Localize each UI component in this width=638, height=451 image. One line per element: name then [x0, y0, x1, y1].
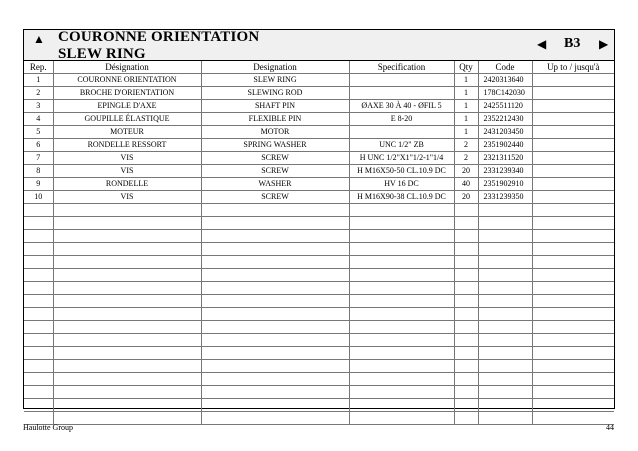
up-to-cell [532, 282, 614, 295]
designation-en-cell [201, 321, 349, 334]
code-cell: 2321311520 [478, 152, 532, 165]
designation-fr-cell: GOUPILLE ÉLASTIQUE [53, 113, 201, 126]
up-to-cell [532, 204, 614, 217]
designation-fr-cell: EPINGLE D'AXE [53, 100, 201, 113]
spec-cell [349, 256, 454, 269]
table-row [24, 74, 614, 87]
empty-table-row [24, 282, 614, 295]
rep-cell: 4 [24, 113, 53, 126]
empty-table-row [24, 256, 614, 269]
designation-en-cell [201, 373, 349, 386]
page-number: 44 [606, 423, 614, 432]
spec-cell [349, 360, 454, 373]
designation-en-cell [201, 399, 349, 412]
designation-en-cell: FLEXIBLE PIN [201, 113, 349, 126]
designation-en-cell [201, 217, 349, 230]
designation-fr-cell [53, 386, 201, 399]
empty-table-row [24, 308, 614, 321]
qty-cell [454, 386, 478, 399]
spec-cell [349, 347, 454, 360]
code-cell [478, 399, 532, 412]
code-cell [478, 269, 532, 282]
designation-en-cell [201, 256, 349, 269]
code-cell: 2431203450 [478, 126, 532, 139]
rep-cell [24, 230, 53, 243]
designation-fr-cell [53, 256, 201, 269]
qty-cell [454, 308, 478, 321]
empty-table-row [24, 399, 614, 412]
up-to-cell [532, 178, 614, 191]
qty-cell: 2 [454, 152, 478, 165]
qty-cell [454, 204, 478, 217]
designation-en-cell [201, 295, 349, 308]
designation-fr-cell [53, 412, 201, 425]
spec-cell [349, 386, 454, 399]
rep-cell: 8 [24, 165, 53, 178]
spec-cell [349, 230, 454, 243]
designation-fr-cell: VIS [53, 152, 201, 165]
rep-cell [24, 243, 53, 256]
qty-cell [454, 243, 478, 256]
rep-cell [24, 269, 53, 282]
designation-fr-cell [53, 334, 201, 347]
up-to-cell [532, 126, 614, 139]
table-row [24, 113, 614, 126]
designation-en-cell [201, 282, 349, 295]
code-cell [478, 347, 532, 360]
designation-fr-cell [53, 230, 201, 243]
designation-en-cell [201, 269, 349, 282]
up-to-cell [532, 165, 614, 178]
qty-cell [454, 412, 478, 425]
qty-cell [454, 399, 478, 412]
qty-cell: 2 [454, 139, 478, 152]
designation-fr-cell [53, 360, 201, 373]
qty-cell: 40 [454, 178, 478, 191]
up-to-cell [532, 386, 614, 399]
empty-table-row [24, 204, 614, 217]
spec-cell [349, 243, 454, 256]
designation-fr-cell: BROCHE D'ORIENTATION [53, 87, 201, 100]
designation-fr-cell [53, 308, 201, 321]
title-french: COURONNE ORIENTATION [58, 29, 260, 45]
code-cell [478, 230, 532, 243]
spec-cell [349, 74, 454, 87]
designation-en-cell [201, 347, 349, 360]
designation-fr-cell [53, 243, 201, 256]
code-cell: 178C142030 [478, 87, 532, 100]
designation-fr-cell [53, 269, 201, 282]
spec-cell [349, 321, 454, 334]
col-designation-en: Designation [201, 61, 349, 74]
designation-en-cell: SCREW [201, 152, 349, 165]
section-code: B3 [564, 36, 581, 51]
empty-table-row [24, 321, 614, 334]
code-cell [478, 217, 532, 230]
code-cell [478, 360, 532, 373]
qty-cell [454, 256, 478, 269]
designation-fr-cell: COURONNE ORIENTATION [53, 74, 201, 87]
designation-en-cell [201, 204, 349, 217]
rep-cell [24, 373, 53, 386]
empty-table-row [24, 230, 614, 243]
code-cell [478, 412, 532, 425]
spec-cell [349, 269, 454, 282]
up-to-cell [532, 230, 614, 243]
up-to-cell [532, 100, 614, 113]
qty-cell: 1 [454, 100, 478, 113]
rep-cell [24, 204, 53, 217]
designation-fr-cell: VIS [53, 191, 201, 204]
empty-table-row [24, 243, 614, 256]
parts-table [24, 61, 614, 425]
table-row [24, 191, 614, 204]
code-cell [478, 282, 532, 295]
designation-en-cell: WASHER [201, 178, 349, 191]
qty-cell [454, 360, 478, 373]
table-header-row [24, 61, 614, 74]
spec-cell: ØAXE 30 À 40 - ØFIL 5 [349, 100, 454, 113]
up-to-cell [532, 334, 614, 347]
up-arrow-icon[interactable]: ▲ [33, 32, 45, 46]
designation-en-cell [201, 308, 349, 321]
rep-cell [24, 282, 53, 295]
designation-en-cell: SCREW [201, 165, 349, 178]
qty-cell: 1 [454, 113, 478, 126]
rep-cell [24, 295, 53, 308]
up-to-cell [532, 113, 614, 126]
designation-fr-cell: VIS [53, 165, 201, 178]
rep-cell: 9 [24, 178, 53, 191]
spec-cell: UNC 1/2" ZB [349, 139, 454, 152]
qty-cell: 1 [454, 87, 478, 100]
code-cell: 2351902440 [478, 139, 532, 152]
designation-en-cell [201, 243, 349, 256]
qty-cell: 20 [454, 191, 478, 204]
spec-cell [349, 295, 454, 308]
spec-cell: H UNC 1/2"X1"1/2-1"1/4 [349, 152, 454, 165]
rep-cell [24, 347, 53, 360]
qty-cell [454, 321, 478, 334]
designation-fr-cell: RONDELLE [53, 178, 201, 191]
table-row [24, 165, 614, 178]
designation-fr-cell [53, 295, 201, 308]
header-bar [24, 30, 614, 61]
up-to-cell [532, 360, 614, 373]
code-cell: 2331239340 [478, 165, 532, 178]
empty-table-row [24, 412, 614, 425]
code-cell: 2331239350 [478, 191, 532, 204]
rep-cell: 6 [24, 139, 53, 152]
code-cell [478, 256, 532, 269]
previous-arrow-icon[interactable]: ◀ [537, 37, 547, 51]
spec-cell [349, 217, 454, 230]
rep-cell: 1 [24, 74, 53, 87]
designation-fr-cell [53, 399, 201, 412]
qty-cell [454, 217, 478, 230]
title-english: SLEW RING [58, 46, 146, 62]
footer-company: Haulotte Group [23, 423, 73, 432]
spec-cell [349, 282, 454, 295]
designation-en-cell: SCREW [201, 191, 349, 204]
designation-en-cell: SHAFT PIN [201, 100, 349, 113]
col-designation-fr: Désignation [53, 61, 201, 74]
qty-cell [454, 230, 478, 243]
table-row [24, 152, 614, 165]
rep-cell [24, 386, 53, 399]
qty-cell: 20 [454, 165, 478, 178]
empty-table-row [24, 295, 614, 308]
table-row [24, 100, 614, 113]
spec-cell: HV 16 DC [349, 178, 454, 191]
designation-fr-cell [53, 282, 201, 295]
up-to-cell [532, 152, 614, 165]
spec-cell: H M16X90-38 CL.10.9 DC [349, 191, 454, 204]
code-cell [478, 334, 532, 347]
parts-sheet [23, 29, 615, 409]
up-to-cell [532, 321, 614, 334]
up-to-cell [532, 399, 614, 412]
qty-cell: 1 [454, 74, 478, 87]
designation-fr-cell [53, 373, 201, 386]
qty-cell [454, 334, 478, 347]
qty-cell [454, 295, 478, 308]
up-to-cell [532, 139, 614, 152]
designation-fr-cell [53, 347, 201, 360]
col-specification: Specification [349, 61, 454, 74]
rep-cell [24, 308, 53, 321]
qty-cell [454, 373, 478, 386]
col-up-to: Up to / jusqu'à [532, 61, 614, 74]
rep-cell: 7 [24, 152, 53, 165]
rep-cell [24, 256, 53, 269]
col-rep: Rep. [24, 61, 53, 74]
table-row [24, 178, 614, 191]
up-to-cell [532, 269, 614, 282]
code-cell [478, 243, 532, 256]
rep-cell: 3 [24, 100, 53, 113]
rep-cell [24, 399, 53, 412]
designation-fr-cell [53, 321, 201, 334]
designation-en-cell: MOTOR [201, 126, 349, 139]
up-to-cell [532, 295, 614, 308]
empty-table-row [24, 347, 614, 360]
designation-en-cell [201, 386, 349, 399]
code-cell: 2425511120 [478, 100, 532, 113]
empty-table-row [24, 217, 614, 230]
up-to-cell [532, 347, 614, 360]
code-cell [478, 321, 532, 334]
qty-cell: 1 [454, 126, 478, 139]
empty-table-row [24, 386, 614, 399]
up-to-cell [532, 87, 614, 100]
rep-cell [24, 321, 53, 334]
designation-fr-cell [53, 217, 201, 230]
up-to-cell [532, 191, 614, 204]
col-qty: Qty [454, 61, 478, 74]
designation-fr-cell [53, 204, 201, 217]
empty-table-row [24, 269, 614, 282]
code-cell: 2351902910 [478, 178, 532, 191]
spec-cell [349, 373, 454, 386]
spec-cell [349, 126, 454, 139]
qty-cell [454, 282, 478, 295]
code-cell [478, 386, 532, 399]
designation-fr-cell: MOTEUR [53, 126, 201, 139]
empty-table-row [24, 373, 614, 386]
up-to-cell [532, 217, 614, 230]
designation-en-cell: SPRING WASHER [201, 139, 349, 152]
designation-en-cell: SLEWING ROD [201, 87, 349, 100]
code-cell [478, 295, 532, 308]
empty-table-row [24, 334, 614, 347]
designation-fr-cell: RONDELLE RESSORT [53, 139, 201, 152]
designation-en-cell [201, 412, 349, 425]
spec-cell [349, 308, 454, 321]
table-row [24, 87, 614, 100]
empty-table-row [24, 360, 614, 373]
code-cell [478, 204, 532, 217]
table-body [24, 74, 614, 425]
designation-en-cell [201, 230, 349, 243]
up-to-cell [532, 74, 614, 87]
up-to-cell [532, 243, 614, 256]
rep-cell: 10 [24, 191, 53, 204]
designation-en-cell [201, 334, 349, 347]
code-cell: 2352212430 [478, 113, 532, 126]
spec-cell [349, 87, 454, 100]
code-cell: 2420313640 [478, 74, 532, 87]
qty-cell [454, 269, 478, 282]
code-cell [478, 373, 532, 386]
spec-cell: E 8-20 [349, 113, 454, 126]
up-to-cell [532, 256, 614, 269]
table-row [24, 139, 614, 152]
rep-cell: 2 [24, 87, 53, 100]
code-cell [478, 308, 532, 321]
table-row [24, 126, 614, 139]
up-to-cell [532, 373, 614, 386]
spec-cell: H M16X50-50 CL.10.9 DC [349, 165, 454, 178]
qty-cell [454, 347, 478, 360]
up-to-cell [532, 308, 614, 321]
col-code: Code [478, 61, 532, 74]
next-arrow-icon[interactable]: ▶ [599, 37, 609, 51]
designation-en-cell: SLEW RING [201, 74, 349, 87]
rep-cell [24, 360, 53, 373]
spec-cell [349, 204, 454, 217]
rep-cell [24, 217, 53, 230]
up-to-cell [532, 412, 614, 425]
rep-cell [24, 334, 53, 347]
spec-cell [349, 412, 454, 425]
designation-en-cell [201, 360, 349, 373]
spec-cell [349, 334, 454, 347]
spec-cell [349, 399, 454, 412]
rep-cell: 5 [24, 126, 53, 139]
